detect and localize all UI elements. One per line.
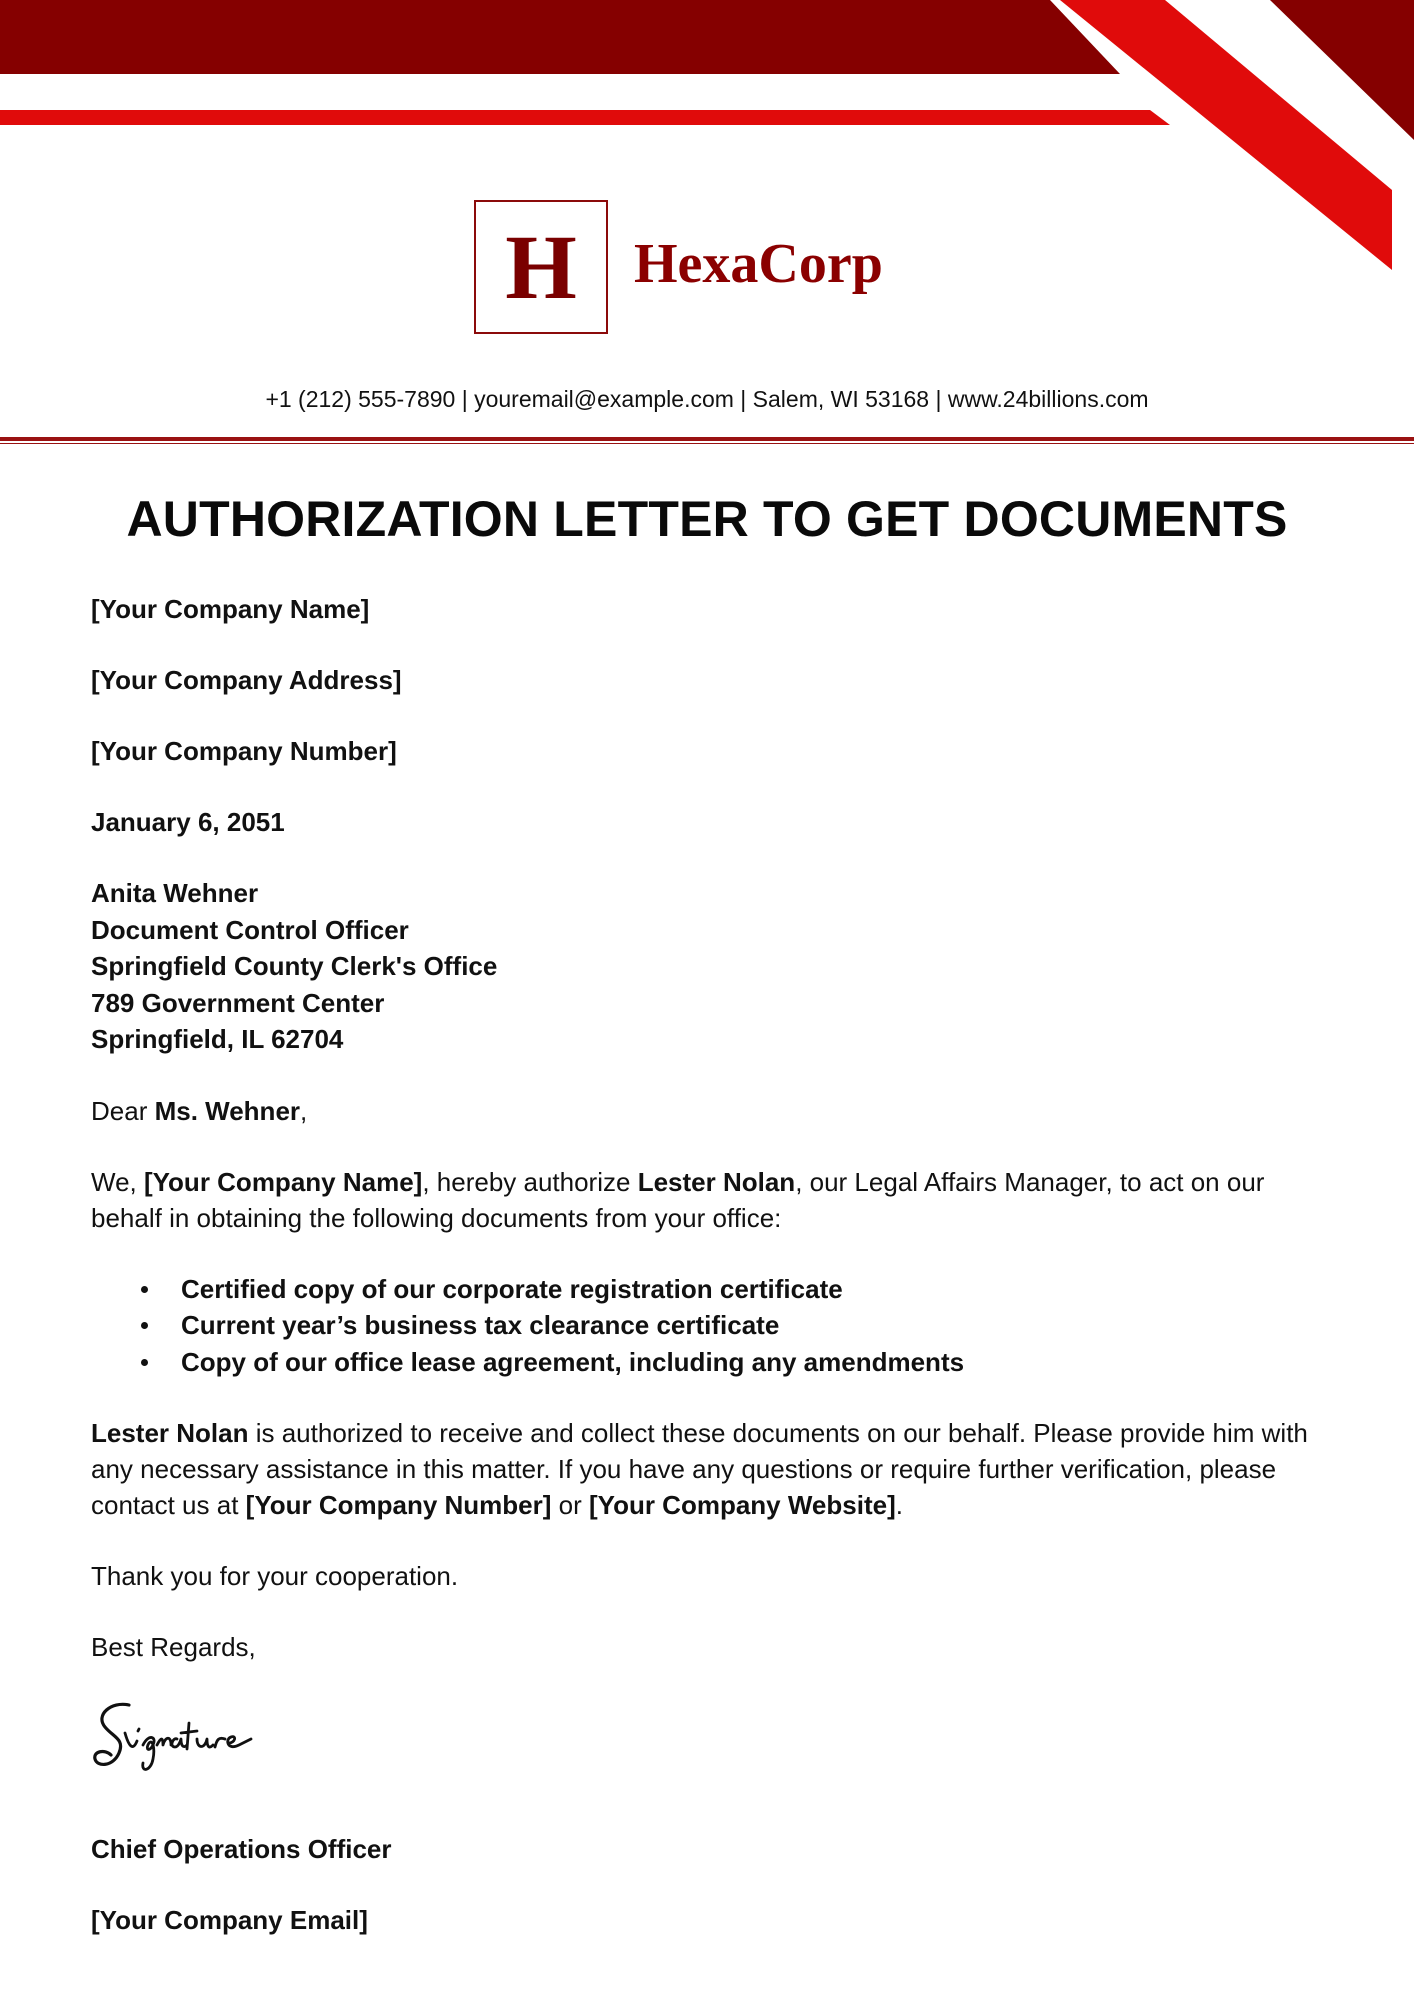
para1-company: [Your Company Name] <box>143 1166 423 1197</box>
header-rule-thin <box>0 443 1414 444</box>
signature <box>91 1693 1331 1783</box>
letter-title: AUTHORIZATION LETTER TO GET DOCUMENTS <box>126 491 1288 547</box>
recipient-street: 789 Government Center <box>91 987 385 1018</box>
signer-email: [Your Company Email] <box>91 1905 368 1935</box>
list-item: Certified copy of our corporate registration certificate <box>181 1271 1331 1308</box>
para2-website: [Your Company Website] <box>589 1490 896 1520</box>
sender-company-address: [Your Company Address] <box>91 665 402 695</box>
signer-title: Chief Operations Officer <box>91 1834 392 1864</box>
header-dark-band <box>0 0 1120 74</box>
recipient-title: Document Control Officer <box>91 914 409 945</box>
para1-person: Lester Nolan <box>637 1166 796 1197</box>
logo-mark <box>474 200 608 334</box>
list-item: Current year’s business tax clearance certificate <box>181 1307 1331 1344</box>
para2-text-2: or <box>551 1490 589 1520</box>
letter-date: January 6, 2051 <box>91 807 285 837</box>
salutation-suffix: , <box>300 1095 308 1126</box>
para2-number: [Your Company Number] <box>245 1490 552 1520</box>
para2-person: Lester Nolan <box>91 1418 249 1448</box>
letter-body <box>91 591 1331 1973</box>
brand-name: HexaCorp <box>634 233 883 295</box>
signature-image <box>91 1693 291 1783</box>
salutation-name: Ms. Wehner <box>154 1095 301 1126</box>
list-item: Copy of our office lease agreement, including any amendments <box>181 1344 1331 1381</box>
para1-text-1: We, <box>91 1166 144 1197</box>
closing-line: Best Regards, <box>91 1632 256 1662</box>
salutation-prefix: Dear <box>91 1095 155 1126</box>
salutation <box>91 1093 1331 1129</box>
para2-text-1: is authorized to receive and collect these documents on our behalf. Please provide him with any necessary assistance in this matter. If you have any questions or require further verification, please contact us at <box>91 1418 1308 1520</box>
header-rule <box>0 437 1414 441</box>
para1-text-3: , our Legal Affairs Manager, to act on our behalf in obtaining the following documents from your office: <box>91 1166 1265 1233</box>
recipient-block <box>91 875 1331 1058</box>
header-red-stripe <box>0 110 1170 125</box>
logo-letter: H <box>505 216 577 318</box>
contact-line: +1 (212) 555-7890 | youremail@example.com | Salem, WI 53168 | www.24billions.com <box>265 386 1149 412</box>
authorization-paragraph <box>91 1164 1331 1236</box>
sender-company-number: [Your Company Number] <box>91 736 397 766</box>
collection-paragraph <box>91 1415 1331 1523</box>
sender-company-name: [Your Company Name] <box>91 594 370 624</box>
recipient-city: Springfield, IL 62704 <box>91 1024 344 1054</box>
thanks-line: Thank you for your cooperation. <box>91 1561 459 1591</box>
recipient-office: Springfield County Clerk's Office <box>91 951 498 981</box>
para2-text-3: . <box>895 1490 903 1520</box>
para1-text-2: , hereby authorize <box>422 1166 638 1197</box>
recipient-name: Anita Wehner <box>91 878 259 908</box>
document-list <box>91 1271 1331 1381</box>
